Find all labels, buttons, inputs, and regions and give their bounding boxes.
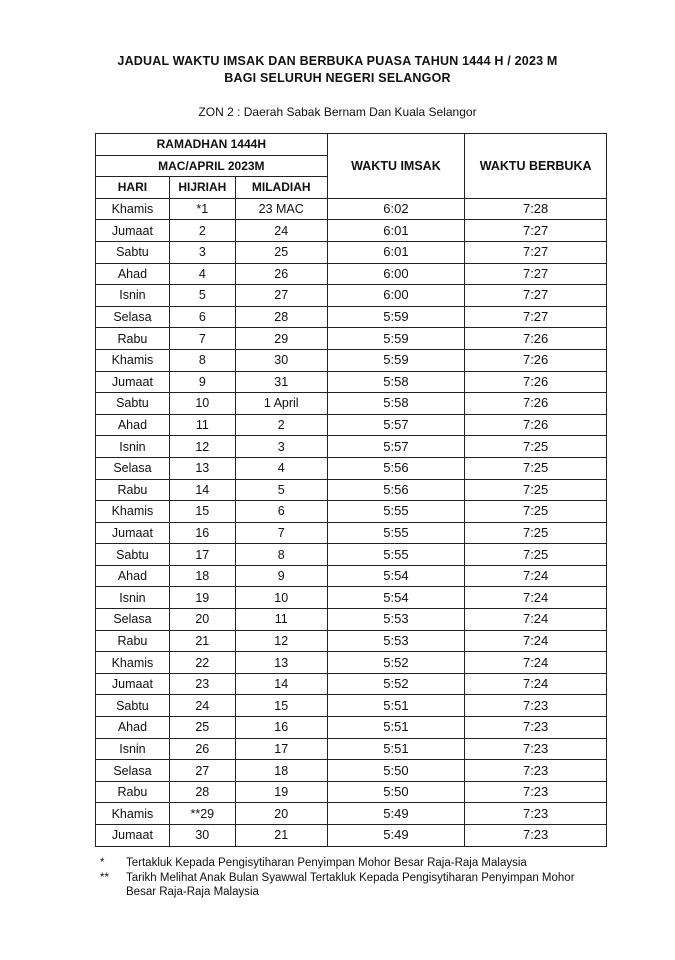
day-cell: Ahad — [96, 565, 170, 587]
footnote-mark: ** — [100, 871, 109, 884]
day-cell: Isnin — [96, 285, 170, 307]
hijriah-cell: 8 — [169, 349, 235, 371]
berbuka-cell: 7:24 — [465, 609, 607, 631]
day-cell: Khamis — [96, 349, 170, 371]
day-cell: Jumaat — [96, 673, 170, 695]
footnote-text: Tarikh Melihat Anak Bulan Syawwal Tertakluk Kepada Pengisytiharan Penyimpan Mohor Besar Raja-Raja Malaysia — [126, 871, 575, 898]
table-row — [96, 414, 607, 436]
hijriah-cell: 4 — [169, 263, 235, 285]
imsak-cell: 6:01 — [327, 241, 465, 263]
miladiah-cell: 18 — [235, 760, 327, 782]
miladiah-cell: 29 — [235, 328, 327, 350]
miladiah-header: MILADIAH — [235, 177, 327, 199]
day-cell: Sabtu — [96, 695, 170, 717]
month-header: MAC/APRIL 2023M — [96, 155, 328, 177]
hijriah-cell: 7 — [169, 328, 235, 350]
hijriah-header: HIJRIAH — [169, 177, 235, 199]
day-cell: Selasa — [96, 760, 170, 782]
miladiah-cell: 20 — [235, 803, 327, 825]
miladiah-cell: 4 — [235, 457, 327, 479]
table-row — [96, 609, 607, 631]
hijriah-cell: 20 — [169, 609, 235, 631]
table-row — [96, 393, 607, 415]
hijriah-cell: 16 — [169, 522, 235, 544]
imsak-cell: 5:53 — [327, 609, 465, 631]
berbuka-cell: 7:23 — [465, 825, 607, 847]
berbuka-cell: 7:25 — [465, 522, 607, 544]
berbuka-cell: 7:24 — [465, 630, 607, 652]
day-cell: Selasa — [96, 306, 170, 328]
table-row — [96, 220, 607, 242]
day-cell: Jumaat — [96, 371, 170, 393]
header-row-1 — [96, 134, 607, 156]
hijriah-cell: 11 — [169, 414, 235, 436]
miladiah-cell: 6 — [235, 501, 327, 523]
ramadhan-header: RAMADHAN 1444H — [96, 134, 328, 156]
berbuka-cell: 7:25 — [465, 457, 607, 479]
miladiah-cell: 19 — [235, 781, 327, 803]
miladiah-cell: 23 MAC — [235, 198, 327, 220]
miladiah-cell: 24 — [235, 220, 327, 242]
miladiah-cell: 2 — [235, 414, 327, 436]
imsak-cell: 5:59 — [327, 349, 465, 371]
hijriah-cell: 23 — [169, 673, 235, 695]
day-cell: Khamis — [96, 198, 170, 220]
table-row — [96, 328, 607, 350]
imsak-cell: 5:52 — [327, 652, 465, 674]
berbuka-cell: 7:23 — [465, 738, 607, 760]
imsak-cell: 5:58 — [327, 393, 465, 415]
miladiah-cell: 8 — [235, 544, 327, 566]
schedule-table — [95, 133, 607, 847]
berbuka-cell: 7:23 — [465, 760, 607, 782]
berbuka-cell: 7:28 — [465, 198, 607, 220]
miladiah-cell: 5 — [235, 479, 327, 501]
hijriah-cell: 17 — [169, 544, 235, 566]
hijriah-cell: 5 — [169, 285, 235, 307]
hijriah-cell: 10 — [169, 393, 235, 415]
hijriah-cell: 6 — [169, 306, 235, 328]
table-row — [96, 565, 607, 587]
day-cell: Jumaat — [96, 220, 170, 242]
miladiah-cell: 7 — [235, 522, 327, 544]
hijriah-cell: 22 — [169, 652, 235, 674]
miladiah-cell: 17 — [235, 738, 327, 760]
miladiah-cell: 30 — [235, 349, 327, 371]
miladiah-cell: 1 April — [235, 393, 327, 415]
day-cell: Rabu — [96, 781, 170, 803]
footnote — [100, 871, 600, 900]
hijriah-cell: 18 — [169, 565, 235, 587]
miladiah-cell: 15 — [235, 695, 327, 717]
title-line-2: BAGI SELURUH NEGERI SELANGOR — [224, 71, 451, 85]
table-row — [96, 695, 607, 717]
imsak-cell: 5:51 — [327, 738, 465, 760]
miladiah-cell: 25 — [235, 241, 327, 263]
hijriah-cell: **29 — [169, 803, 235, 825]
hijriah-cell: *1 — [169, 198, 235, 220]
day-cell: Sabtu — [96, 393, 170, 415]
hijriah-cell: 14 — [169, 479, 235, 501]
miladiah-cell: 26 — [235, 263, 327, 285]
imsak-cell: 5:55 — [327, 544, 465, 566]
berbuka-cell: 7:24 — [465, 565, 607, 587]
table-row — [96, 738, 607, 760]
imsak-cell: 6:01 — [327, 220, 465, 242]
imsak-cell: 6:00 — [327, 285, 465, 307]
footnotes — [100, 856, 600, 900]
miladiah-cell: 13 — [235, 652, 327, 674]
table-row — [96, 285, 607, 307]
day-cell: Sabtu — [96, 544, 170, 566]
berbuka-cell: 7:26 — [465, 414, 607, 436]
table-row — [96, 803, 607, 825]
hijriah-cell: 15 — [169, 501, 235, 523]
title-line-1: JADUAL WAKTU IMSAK DAN BERBUKA PUASA TAHUN 1444 H / 2023 M — [117, 54, 558, 68]
day-cell: Rabu — [96, 630, 170, 652]
berbuka-cell: 7:23 — [465, 717, 607, 739]
table-row — [96, 825, 607, 847]
day-cell: Selasa — [96, 609, 170, 631]
berbuka-cell: 7:25 — [465, 501, 607, 523]
berbuka-cell: 7:26 — [465, 328, 607, 350]
berbuka-cell: 7:27 — [465, 220, 607, 242]
table-body — [96, 198, 607, 846]
imsak-cell: 5:54 — [327, 565, 465, 587]
hijriah-cell: 13 — [169, 457, 235, 479]
hari-header: HARI — [96, 177, 170, 199]
imsak-cell: 5:58 — [327, 371, 465, 393]
table-row — [96, 501, 607, 523]
table-row — [96, 241, 607, 263]
hijriah-cell: 21 — [169, 630, 235, 652]
hijriah-cell: 19 — [169, 587, 235, 609]
day-cell: Selasa — [96, 457, 170, 479]
day-cell: Jumaat — [96, 825, 170, 847]
table-row — [96, 263, 607, 285]
table-row — [96, 652, 607, 674]
hijriah-cell: 27 — [169, 760, 235, 782]
imsak-cell: 5:50 — [327, 781, 465, 803]
document-title — [0, 53, 675, 87]
hijriah-cell: 9 — [169, 371, 235, 393]
berbuka-cell: 7:26 — [465, 393, 607, 415]
day-cell: Isnin — [96, 738, 170, 760]
miladiah-cell: 28 — [235, 306, 327, 328]
imsak-cell: 5:51 — [327, 695, 465, 717]
day-cell: Ahad — [96, 263, 170, 285]
miladiah-cell: 16 — [235, 717, 327, 739]
imsak-cell: 6:00 — [327, 263, 465, 285]
imsak-cell: 5:51 — [327, 717, 465, 739]
table-row — [96, 760, 607, 782]
berbuka-cell: 7:23 — [465, 781, 607, 803]
miladiah-cell: 27 — [235, 285, 327, 307]
day-cell: Isnin — [96, 587, 170, 609]
day-cell: Rabu — [96, 328, 170, 350]
berbuka-cell: 7:27 — [465, 306, 607, 328]
berbuka-cell: 7:23 — [465, 803, 607, 825]
miladiah-cell: 11 — [235, 609, 327, 631]
miladiah-cell: 14 — [235, 673, 327, 695]
imsak-cell: 5:52 — [327, 673, 465, 695]
table-row — [96, 371, 607, 393]
berbuka-cell: 7:25 — [465, 479, 607, 501]
imsak-cell: 5:54 — [327, 587, 465, 609]
hijriah-cell: 24 — [169, 695, 235, 717]
miladiah-cell: 10 — [235, 587, 327, 609]
day-cell: Rabu — [96, 479, 170, 501]
imsak-cell: 5:59 — [327, 306, 465, 328]
footnote-text: Tertakluk Kepada Pengisytiharan Penyimpan Mohor Besar Raja-Raja Malaysia — [126, 857, 527, 869]
table-row — [96, 479, 607, 501]
day-cell: Ahad — [96, 414, 170, 436]
imsak-cell: 5:59 — [327, 328, 465, 350]
day-cell: Khamis — [96, 803, 170, 825]
imsak-cell: 5:56 — [327, 457, 465, 479]
day-cell: Ahad — [96, 717, 170, 739]
table-row — [96, 544, 607, 566]
miladiah-cell: 12 — [235, 630, 327, 652]
table-row — [96, 781, 607, 803]
imsak-cell: 5:50 — [327, 760, 465, 782]
hijriah-cell: 3 — [169, 241, 235, 263]
imsak-header: WAKTU IMSAK — [327, 134, 465, 199]
imsak-cell: 5:55 — [327, 501, 465, 523]
table-row — [96, 306, 607, 328]
day-cell: Sabtu — [96, 241, 170, 263]
hijriah-cell: 25 — [169, 717, 235, 739]
berbuka-cell: 7:24 — [465, 652, 607, 674]
table-row — [96, 587, 607, 609]
imsak-cell: 5:57 — [327, 436, 465, 458]
berbuka-cell: 7:25 — [465, 436, 607, 458]
footnote-mark: * — [100, 857, 105, 869]
table-row — [96, 349, 607, 371]
miladiah-cell: 31 — [235, 371, 327, 393]
table-row — [96, 717, 607, 739]
imsak-cell: 5:49 — [327, 825, 465, 847]
imsak-cell: 5:53 — [327, 630, 465, 652]
imsak-cell: 5:57 — [327, 414, 465, 436]
berbuka-cell: 7:27 — [465, 285, 607, 307]
berbuka-cell: 7:27 — [465, 263, 607, 285]
table-row — [96, 436, 607, 458]
hijriah-cell: 28 — [169, 781, 235, 803]
miladiah-cell: 3 — [235, 436, 327, 458]
berbuka-cell: 7:25 — [465, 544, 607, 566]
hijriah-cell: 2 — [169, 220, 235, 242]
miladiah-cell: 21 — [235, 825, 327, 847]
table-row — [96, 522, 607, 544]
berbuka-cell: 7:26 — [465, 371, 607, 393]
miladiah-cell: 9 — [235, 565, 327, 587]
imsak-cell: 5:56 — [327, 479, 465, 501]
berbuka-cell: 7:23 — [465, 695, 607, 717]
table-row — [96, 630, 607, 652]
footnote — [100, 856, 600, 871]
day-cell: Khamis — [96, 652, 170, 674]
table-row — [96, 198, 607, 220]
berbuka-cell: 7:26 — [465, 349, 607, 371]
day-cell: Jumaat — [96, 522, 170, 544]
day-cell: Isnin — [96, 436, 170, 458]
berbuka-cell: 7:27 — [465, 241, 607, 263]
hijriah-cell: 12 — [169, 436, 235, 458]
hijriah-cell: 26 — [169, 738, 235, 760]
berbuka-cell: 7:24 — [465, 673, 607, 695]
berbuka-header: WAKTU BERBUKA — [465, 134, 607, 199]
table-row — [96, 673, 607, 695]
table-row — [96, 457, 607, 479]
day-cell: Khamis — [96, 501, 170, 523]
hijriah-cell: 30 — [169, 825, 235, 847]
imsak-cell: 5:55 — [327, 522, 465, 544]
imsak-cell: 5:49 — [327, 803, 465, 825]
zone-label: ZON 2 : Daerah Sabak Bernam Dan Kuala Selangor — [198, 105, 477, 119]
berbuka-cell: 7:24 — [465, 587, 607, 609]
imsak-cell: 6:02 — [327, 198, 465, 220]
